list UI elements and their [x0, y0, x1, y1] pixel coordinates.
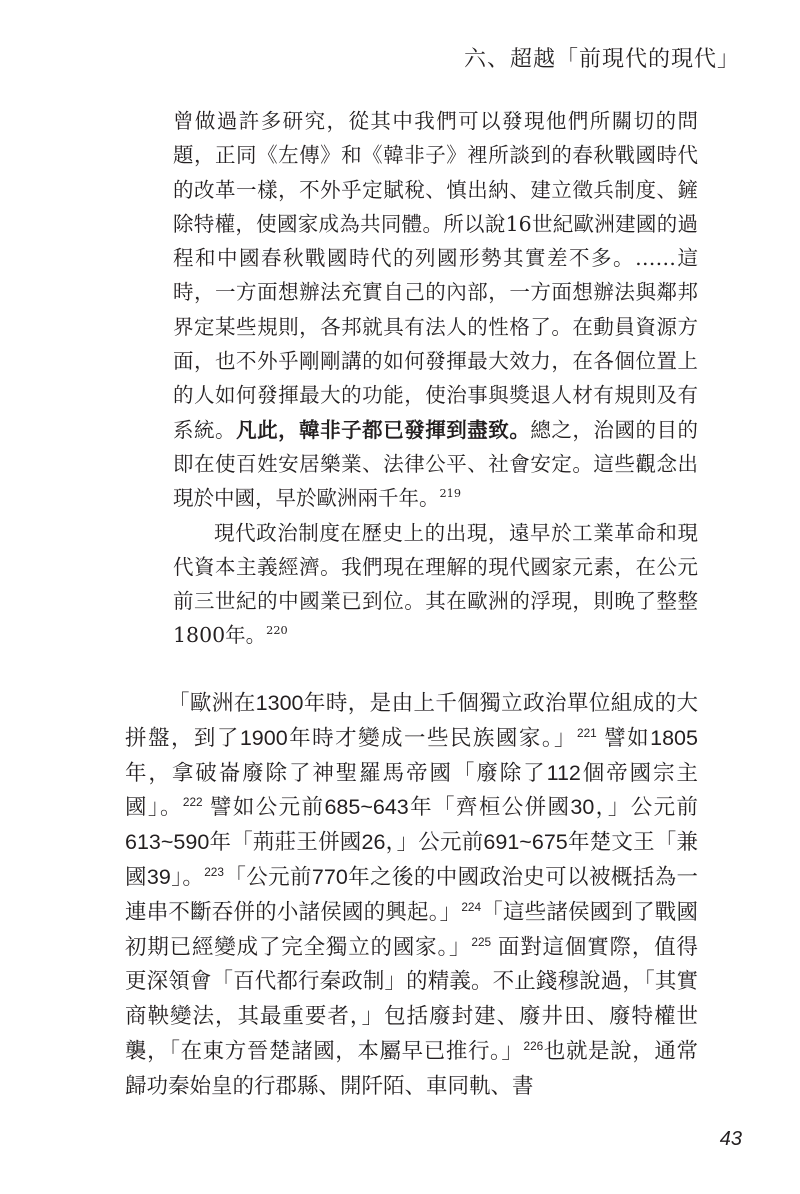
- body-sentence: 也就是說，通常歸功秦始皇的行郡縣、開阡陌、車同軌、書: [125, 1038, 698, 1098]
- quote-paragraph-2: [173, 516, 698, 653]
- footnote-ref-221: 221: [577, 725, 597, 740]
- footnote-ref-222: 222: [182, 795, 203, 810]
- running-header: 六、超越「前現代的現代」: [463, 46, 740, 71]
- footnote-ref-226: 226: [523, 1038, 544, 1053]
- quote-text: 曾做過許多研究，從其中我們可以發現他們所關切的問題，正同《左傳》和《韓非子》裡所談到的春秋戰國時代的改革一樣，不外乎定賦稅、慎出納、建立徵兵制度、鏟除特權，使國家成為共同體。所以說16世紀歐洲建國的過程和中國春秋戰國時代的列國形勢其實差不多。……這時，一方面想辦法充實自己的內部，一方面想辦法與鄰邦界定某些規則，各邦就具有法人的性格了。在動員資源方面，也不外乎剛剛講的如何發揮最大效力，在各個位置上的人如何發揮最大的功能，使治事與獎退人材有規則及有系統。: [173, 109, 698, 442]
- body-sentence: 「這些諸侯國到了戰國初期已經變成了完全獨立的國家。」: [125, 899, 698, 959]
- body-sentence: 面對這個實際，值得更深領會「百代都行秦政制」的精義。不止錢穆說過，「其實商鞅變法，其最重要者，」包括廢封建、廢井田、廢特權世襲，「在東方晉楚諸國，本屬早已推行。」: [125, 934, 698, 1063]
- footnote-ref-219: 219: [439, 487, 462, 501]
- footnote-ref-225: 225: [471, 934, 492, 949]
- body-sentence: 「歐洲在1300年時，是由上千個獨立政治單位組成的大拼盤，到了1900年時才變成一些民族國家。」: [125, 691, 698, 750]
- body-paragraph: [125, 686, 698, 1104]
- quote-paragraph-1: [173, 104, 698, 516]
- body-sentence: 譬如公元前685~643年「齊桓公併國30，」公元前613~590年「荊莊王併國26，」公元前691~675年楚文王「兼國39」。: [125, 795, 698, 889]
- body-text: [125, 686, 698, 1104]
- footnote-ref-223: 223: [204, 864, 224, 879]
- footnote-ref-224: 224: [461, 899, 482, 914]
- block-quote: [173, 104, 698, 653]
- quote-text: 總之，治國的目的即在使百姓安居樂業、法律公平、社會安定。這些觀念出現於中國，早於歐洲兩千年。: [173, 417, 699, 511]
- body-sentence: 譬如1805年，拿破崙廢除了神聖羅馬帝國「廢除了112個帝國宗主國」。: [125, 725, 698, 820]
- quote-text: 現代政治制度在歷史上的出現，遠早於工業革命和現代資本主義經濟。我們現在理解的現代國家元素，在公元前三世紀的中國業已到位。其在歐洲的浮現，則晚了整整1800年。: [173, 520, 698, 648]
- footnote-ref-220: 220: [266, 624, 288, 638]
- quote-bold-text: 凡此，韓非子都已發揮到盡致。: [236, 417, 531, 442]
- page-number: 43: [719, 1128, 742, 1150]
- body-sentence: 「公元前770年之後的中國政治史可以被概括為一連串不斷吞併的小諸侯國的興起。」: [125, 864, 699, 924]
